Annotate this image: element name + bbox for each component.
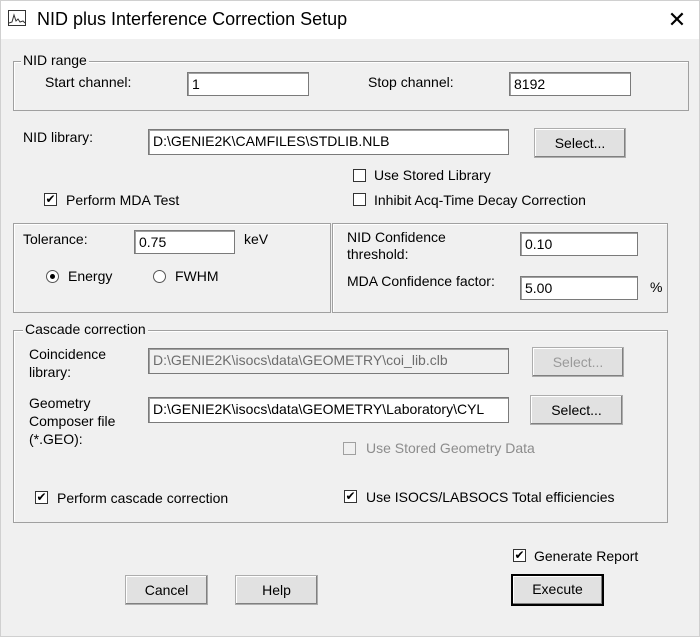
use-stored-library-label: Use Stored Library — [374, 167, 491, 183]
execute-button[interactable]: Execute — [511, 574, 604, 606]
coincidence-library-label-line2: library: — [29, 364, 72, 380]
nid-confidence-input[interactable]: 0.10 — [520, 232, 638, 256]
mda-confidence-unit: % — [650, 279, 663, 295]
coincidence-library-label-line1: Coincidence — [29, 346, 107, 362]
fwhm-radio-label: FWHM — [175, 268, 219, 284]
inhibit-decay-correction-label: Inhibit Acq-Time Decay Correction — [374, 192, 586, 208]
start-channel-input[interactable]: 1 — [187, 72, 309, 96]
inhibit-decay-correction-checkbox[interactable] — [353, 193, 366, 206]
perform-mda-test-label: Perform MDA Test — [66, 192, 180, 208]
check-mark-icon: ✔ — [36, 490, 47, 504]
stop-channel-input[interactable]: 8192 — [509, 72, 631, 96]
stop-channel-label: Stop channel: — [368, 74, 454, 90]
tolerance-unit: keV — [244, 231, 269, 247]
radio-selected-dot — [50, 274, 55, 279]
tolerance-input[interactable]: 0.75 — [134, 230, 235, 254]
generate-report-label: Generate Report — [534, 548, 639, 564]
perform-cascade-correction-label: Perform cascade correction — [57, 490, 229, 506]
tolerance-label: Tolerance: — [23, 231, 88, 247]
geometry-file-label-line3: (*.GEO): — [29, 431, 83, 447]
use-stored-geometry-label: Use Stored Geometry Data — [366, 440, 535, 456]
nid-library-label: NID library: — [23, 129, 94, 145]
coincidence-library-path-input: D:\GENIE2K\isocs\data\GEOMETRY\coi_lib.clb — [148, 348, 509, 374]
perform-cascade-correction-checkbox[interactable] — [35, 491, 48, 504]
perform-mda-test-checkbox[interactable] — [44, 193, 57, 206]
generate-report-checkbox[interactable] — [513, 549, 526, 562]
coincidence-library-select-button: Select... — [532, 347, 624, 377]
cancel-button[interactable]: Cancel — [125, 575, 208, 605]
nid-confidence-label-line2: threshold: — [347, 246, 409, 262]
close-button[interactable]: ✕ — [667, 7, 687, 32]
nid-library-select-button[interactable]: Select... — [534, 128, 626, 158]
fwhm-radio[interactable] — [153, 270, 166, 283]
geometry-file-label-line1: Geometry — [29, 395, 91, 411]
geometry-file-label-line2: Composer file — [29, 413, 116, 429]
use-stored-geometry-checkbox — [343, 442, 356, 455]
isocs-total-efficiencies-checkbox[interactable] — [344, 490, 357, 503]
app-spectrum-icon — [8, 10, 26, 26]
isocs-total-efficiencies-label: Use ISOCS/LABSOCS Total efficiencies — [366, 489, 615, 505]
check-mark-icon: ✔ — [345, 489, 356, 503]
cascade-correction-legend: Cascade correction — [25, 321, 146, 337]
check-mark-icon: ✔ — [514, 548, 525, 562]
use-stored-library-checkbox[interactable] — [353, 169, 366, 182]
window-title: NID plus Interference Correction Setup — [37, 9, 348, 29]
help-button[interactable]: Help — [235, 575, 318, 605]
mda-confidence-input[interactable]: 5.00 — [520, 276, 638, 300]
nid-range-legend: NID range — [23, 52, 87, 68]
nid-confidence-label-line1: NID Confidence — [347, 229, 446, 245]
nid-library-path-input[interactable]: D:\GENIE2K\CAMFILES\STDLIB.NLB — [148, 129, 509, 155]
mda-confidence-label: MDA Confidence factor: — [347, 273, 495, 289]
energy-radio-label: Energy — [68, 268, 113, 284]
start-channel-label: Start channel: — [45, 74, 132, 90]
geometry-file-select-button[interactable]: Select... — [530, 395, 623, 425]
energy-radio[interactable] — [46, 270, 59, 283]
check-mark-icon: ✔ — [45, 192, 56, 206]
title-bar — [1, 1, 699, 39]
geometry-file-path-input[interactable]: D:\GENIE2K\isocs\data\GEOMETRY\Laboratory\CYL — [148, 397, 509, 423]
